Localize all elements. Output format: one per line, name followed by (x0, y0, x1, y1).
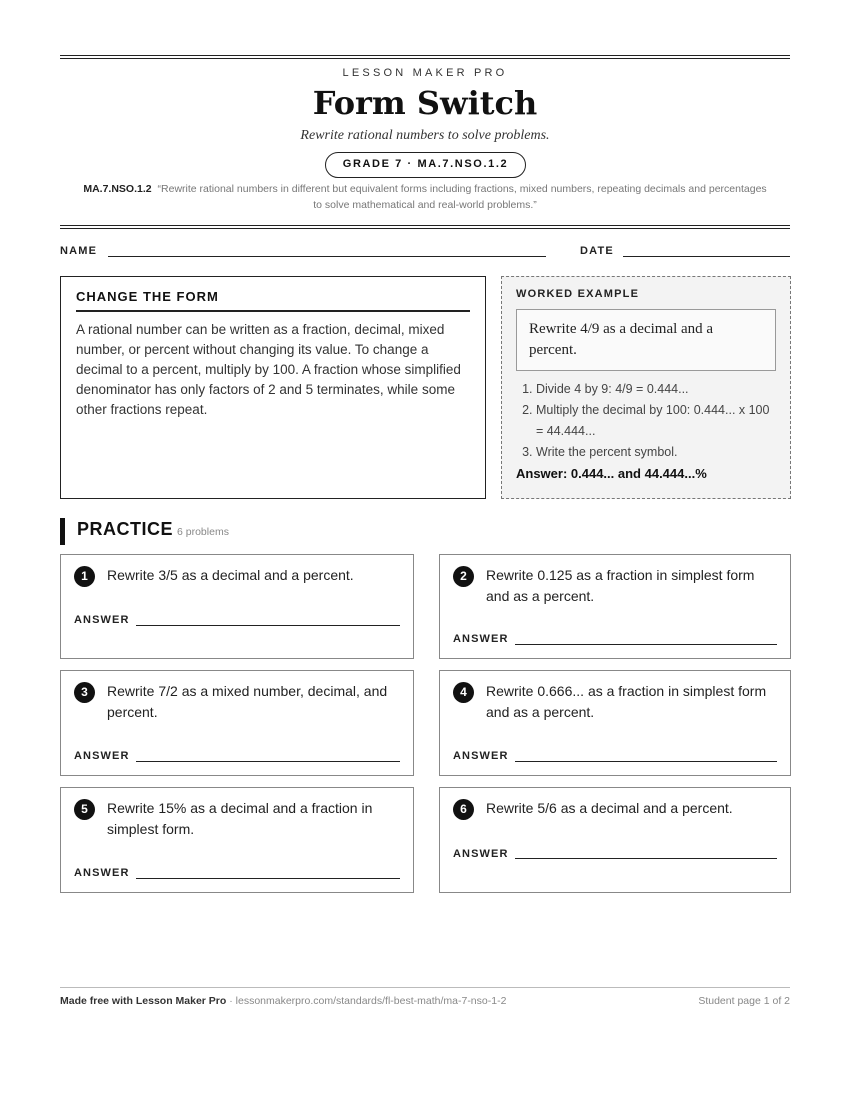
answer-line[interactable] (136, 878, 400, 879)
problem-card (60, 554, 414, 659)
worked-example-step: 2. Multiply the decimal by 100: 0.444... x 100 = 44.444... (536, 400, 776, 442)
answer-label: ANSWER (74, 867, 130, 879)
problem-card (439, 787, 791, 893)
header-bottom-rule-inner (60, 228, 790, 229)
footer-page-number: Student page 1 of 2 (698, 995, 790, 1007)
footer-url[interactable]: · lessonmakerpro.com/standards/fl-best-math/ma-7-nso-1-2 (226, 995, 507, 1007)
problem-text: Rewrite 7/2 as a mixed number, decimal, and percent. (107, 683, 388, 720)
answer-label: ANSWER (453, 750, 509, 762)
worked-example-prompt: Rewrite 4/9 as a decimal and a percent. (516, 309, 776, 371)
problem-text: Rewrite 3/5 as a decimal and a percent. (107, 567, 354, 583)
problem-number: 2 (453, 566, 474, 587)
name-label: NAME (60, 245, 98, 257)
worksheet-subtitle: Rewrite rational numbers to solve problems. (300, 128, 550, 143)
practice-title: PRACTICE (77, 519, 174, 539)
worked-example-answer: Answer: 0.444... and 44.444...% (516, 466, 707, 481)
problem-number: 4 (453, 682, 474, 703)
answer-label: ANSWER (453, 848, 509, 860)
concept-box (60, 276, 486, 499)
answer-label: ANSWER (453, 633, 509, 645)
answer-line[interactable] (136, 761, 400, 762)
problem-text: Rewrite 0.125 as a fraction in simplest form and as a percent. (486, 567, 755, 604)
footer-credit (60, 995, 506, 1007)
answer-line[interactable] (515, 761, 777, 762)
problem-text: Rewrite 15% as a decimal and a fraction in simplest form. (107, 800, 373, 837)
worked-example-step: 3. Write the percent symbol. (536, 442, 776, 463)
problem-number: 1 (74, 566, 95, 587)
answer-line[interactable] (515, 858, 777, 859)
worked-example-steps (516, 379, 776, 463)
answer-label: ANSWER (74, 750, 130, 762)
standard-text: “Rewrite rational numbers in different but equivalent forms including fractions, mixed numbers, repeating decimals and percentages to solve mathematical and real-world problems.” (157, 183, 767, 211)
practice-count: 6 problems (177, 526, 229, 538)
footer-rule (60, 987, 790, 988)
top-rule-inner (60, 58, 790, 59)
standard-code: MA.7.NSO.1.2 (83, 183, 152, 195)
concept-body: A rational number can be written as a fraction, decimal, mixed number, or percent without changing its value. To change a decimal to a percent, multiply by 100. A fraction whose simplified denominator has only factors of 2 and 5 terminates, while some other fractions repeat. (76, 322, 461, 417)
header-bottom-rule (60, 225, 790, 226)
standard-description (80, 181, 770, 213)
problem-number: 3 (74, 682, 95, 703)
answer-line[interactable] (136, 625, 400, 626)
worked-example-box (501, 276, 791, 499)
grade-standard-badge: GRADE 7 · MA.7.NSO.1.2 (325, 152, 526, 178)
problem-number: 6 (453, 799, 474, 820)
problem-card (60, 670, 414, 776)
answer-label: ANSWER (74, 614, 130, 626)
answer-line[interactable] (515, 644, 777, 645)
date-line[interactable] (623, 256, 790, 257)
practice-accent-bar (60, 518, 65, 545)
worked-example-step: 1. Divide 4 by 9: 4/9 = 0.444... (536, 379, 776, 400)
problem-text: Rewrite 5/6 as a decimal and a percent. (486, 800, 733, 816)
top-rule (60, 55, 790, 56)
name-line[interactable] (108, 256, 546, 257)
concept-heading: CHANGE THE FORM (76, 289, 470, 312)
brand-label: LESSON MAKER PRO (342, 67, 508, 79)
problem-number: 5 (74, 799, 95, 820)
worked-example-heading: WORKED EXAMPLE (516, 288, 640, 300)
date-label: DATE (580, 245, 614, 257)
worksheet-title: Form Switch (312, 84, 538, 122)
problem-card (60, 787, 414, 893)
problem-card (439, 670, 791, 776)
problem-text: Rewrite 0.666... as a fraction in simplest form and as a percent. (486, 683, 767, 720)
footer-made-with: Made free with Lesson Maker Pro (60, 995, 227, 1007)
problem-card (439, 554, 791, 659)
